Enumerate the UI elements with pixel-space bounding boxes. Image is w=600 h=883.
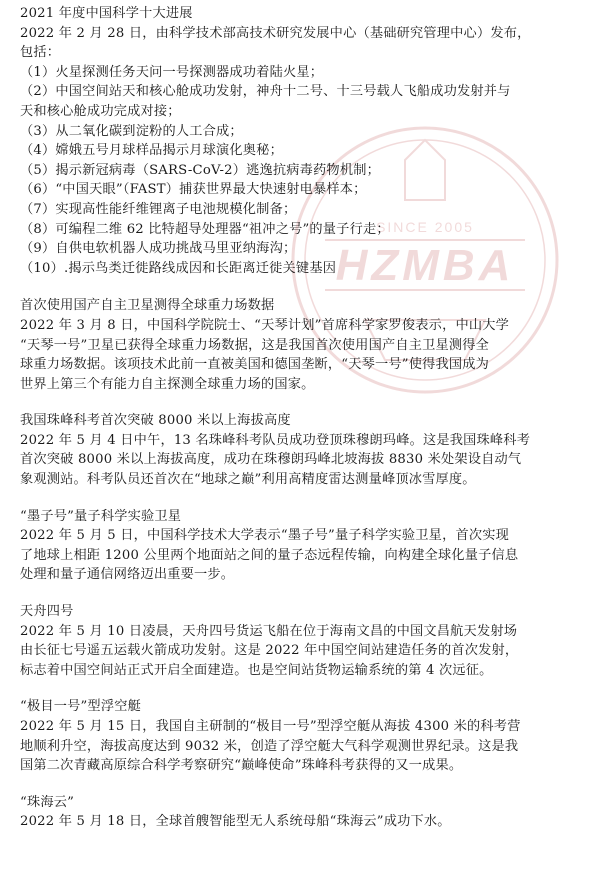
section-tianzhou-4 [20, 602, 582, 680]
list-item: 天和核心舱成功完成对接； [20, 103, 181, 119]
paragraph-line: 球重力场数据。该项技术此前一直被美国和德国垄断，“天琴一号”使得我国成为 [20, 357, 490, 373]
paragraph-line: 2022 年 5 月 15 日，我国自主研制的“极目一号”型浮空艇从海拔 4300 米的科考营 [20, 719, 521, 734]
list-item: （5）揭示新冠病毒（SARS-CoV-2）逃逸抗病毒药物机制； [20, 162, 380, 178]
list-item: （4）嫦娥五号月球样品揭示月球演化奥秘； [20, 143, 283, 159]
svg-text:SINCE 2005: SINCE 2005 [376, 219, 474, 235]
paragraph-line: 2022 年 5 月 18 日，全球首艘智能型无人系统母船“珠海云”成功下水。 [20, 814, 451, 830]
paragraph-line: 标志着中国空间站正式开启全面建造。也是空间站货物运输系统的第 4 次远征。 [20, 662, 493, 678]
section-title: “墨子号”量子科学实验卫星 [20, 508, 182, 524]
section-title: 2021 年度中国科学十大进展 [20, 6, 193, 21]
list-item: （7）实现高性能纤维锂离子电池规模化制备； [20, 201, 297, 217]
paragraph-line: 包括： [20, 45, 61, 61]
paragraph-line: 2022 年 2 月 28 日，由科学技术部高技术研究发展中心（基础研究管理中心）发布， [20, 25, 531, 41]
paragraph-line: 象观测站。科考队员还首次在“地球之巅”利用高精度雷达测量峰顶冰雪厚度。 [20, 472, 476, 488]
section-jimu-airship [20, 697, 582, 775]
paragraph-line: 首次突破 8000 米以上海拔高度，成功在珠穆朗玛峰北坡海拔 8830 米处架设自动气 [20, 452, 522, 468]
paragraph-line: 由长征七号遥五运载火箭成功发射。这是 2022 年中国空间站建造任务的首次发射， [20, 643, 519, 659]
paragraph-line: 地顺利升空，海拔高度达到 9032 米，创造了浮空艇大气科学观测世界纪录。这是我 [20, 738, 519, 754]
list-item: （2）中国空间站天和核心舱成功发射，神舟十二号、十三号载人飞船成功发射并与 [20, 84, 511, 100]
section-title: 我国珠峰科考首次突破 8000 米以上海拔高度 [20, 413, 291, 429]
section-title: 首次使用国产自主卫星测得全球重力场数据 [20, 298, 275, 314]
section-everest-expedition [20, 411, 582, 489]
paragraph-line: 2022 年 5 月 4 日中午，13 名珠峰科考队员成功登顶珠穆朗玛峰。这是我国珠峰科考 [20, 432, 531, 448]
svg-text:HZMBA: HZMBA [335, 241, 515, 290]
list-item: （6）“中国天眼”（FAST）捕获世界最大快速射电暴样本； [20, 182, 367, 198]
section-top-ten-progress [20, 4, 582, 278]
paragraph-line: “天琴一号”卫星已获得全球重力场数据，这是我国首次使用国产自主卫星测得全 [20, 337, 490, 353]
paragraph-line: 了地球上相距 1200 公里两个地面站之间的量子态远程传输，向构建全球化量子信息 [20, 547, 519, 563]
section-gravity-field [20, 296, 582, 394]
paragraph-line: 国第二次青藏高原综合科学考察研究“巅峰使命”珠峰科考获得的又一成果。 [20, 758, 463, 774]
paragraph-line: 处理和量子通信网络迈出重要一步。 [20, 567, 235, 583]
list-item: （10）.揭示鸟类迁徙路线成因和长距离迁徙关键基因 [20, 260, 337, 276]
paragraph-line: 世界上第三个有能力自主探测全球重力场的国家。 [20, 376, 315, 392]
section-zhuhai-cloud [20, 793, 582, 832]
list-item: （8）可编程二维 62 比特超导处理器“祖冲之号”的量子行走； [20, 221, 390, 237]
list-item: （3）从二氧化碳到淀粉的人工合成； [20, 123, 243, 139]
paragraph-line: 2022 年 3 月 8 日，中国科学院院士、“天琴计划”首席科学家罗俊表示，中山大学 [20, 317, 510, 333]
list-item: （1）火星探测任务天问一号探测器成功着陆火星； [20, 64, 324, 80]
section-title: 天舟四号 [20, 604, 74, 620]
paragraph-line: 2022 年 5 月 5 日，中国科学技术大学表示“墨子号”量子科学实验卫星，首次实现 [20, 528, 510, 544]
section-mozi-satellite [20, 507, 582, 585]
section-title: “极目一号”型浮空艇 [20, 699, 141, 715]
section-title: “珠海云” [20, 794, 75, 810]
list-item: （9）自供电软机器人成功挑战马里亚纳海沟； [20, 241, 297, 257]
paragraph-line: 2022 年 5 月 10 日凌晨，天舟四号货运飞船在位于海南文昌的中国文昌航天发射场 [20, 623, 518, 639]
